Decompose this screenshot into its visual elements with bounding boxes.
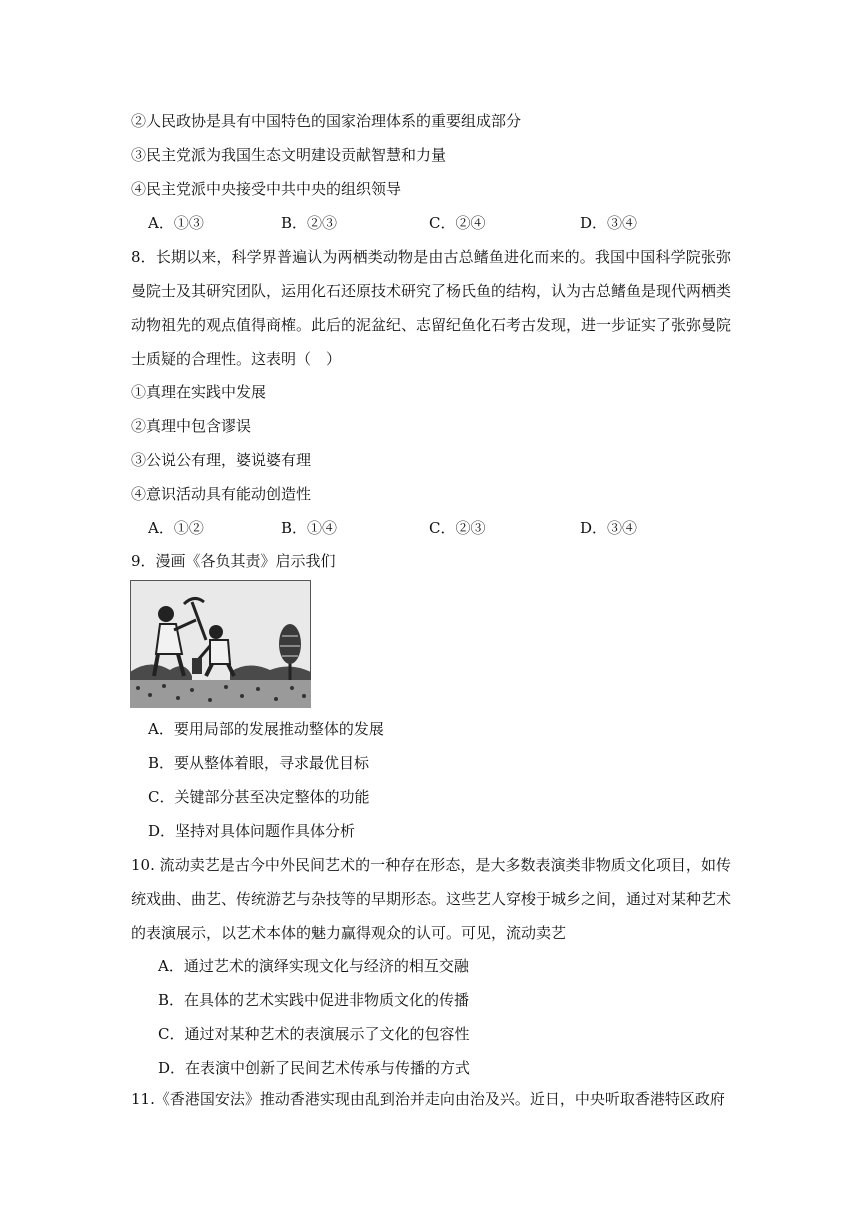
q10-option-c[interactable]: C．通过对某种艺术的表演展示了文化的包容性 xyxy=(158,1025,470,1043)
q9-option-a[interactable]: A．要用局部的发展推动整体的发展 xyxy=(148,720,384,738)
q7-statement-4: ④民主党派中央接受中共中央的组织领导 xyxy=(131,180,402,198)
q7-option-c[interactable]: C．②④ xyxy=(429,214,486,232)
q7-option-b[interactable]: B．②③ xyxy=(281,214,338,232)
q8-option-c[interactable]: C．②③ xyxy=(429,519,486,537)
q9-option-b[interactable]: B．要从整体着眼，寻求最优目标 xyxy=(148,754,370,772)
q10-stem: 10. 流动卖艺是古今中外民间艺术的一种存在形态，是大多数表演类非物质文化项目，如传统戏曲、曲艺、传统游艺与杂技等的早期形态。这些艺人穿梭于城乡之间，通过对某种艺术的表演展示，以艺术本体的魅力赢得观众的认可。可见，流动卖艺 xyxy=(131,856,732,942)
q8-statement-4: ④意识活动具有能动创造性 xyxy=(131,485,312,503)
q10-option-b[interactable]: B．在具体的艺术实践中促进非物质文化的传播 xyxy=(158,991,470,1009)
q7-statement-2: ②人民政协是具有中国特色的国家治理体系的重要组成部分 xyxy=(131,112,522,130)
q9-option-d[interactable]: D．坚持对具体问题作具体分析 xyxy=(148,822,356,840)
q10-option-a[interactable]: A．通过艺术的演绎实现文化与经济的相互交融 xyxy=(158,957,469,975)
q10-option-d[interactable]: D．在表演中创新了民间艺术传承与传播的方式 xyxy=(158,1059,471,1077)
q8-statement-2: ②真理中包含谬误 xyxy=(131,417,252,435)
q7-option-a[interactable]: A．①③ xyxy=(148,214,204,232)
cartoon-image xyxy=(130,580,311,708)
q9-option-c[interactable]: C．关键部分甚至决定整体的功能 xyxy=(148,788,370,806)
q9-stem: 9．漫画《各负其责》启示我们 xyxy=(131,552,336,570)
q11-stem: 11.《香港国安法》推动香港实现由乱到治并走向由治及兴。近日，中央听取香港特区政府 xyxy=(131,1090,725,1108)
q7-options xyxy=(148,213,708,233)
q8-option-a[interactable]: A．①② xyxy=(148,519,204,537)
q7-option-d[interactable]: D．③④ xyxy=(580,214,638,232)
q8-option-b[interactable]: B．①④ xyxy=(281,519,338,537)
q8-stem: 8．长期以来，科学界普遍认为两栖类动物是由古总鳍鱼进化而来的。我国中国科学院张弥曼院士及其研究团队，运用化石还原技术研究了杨氏鱼的结构，认为古总鳍鱼是现代两栖类动物祖先的观点值得商榷。此后的泥盆纪、志留纪鱼化石考古发现，进一步证实了张弥曼院士质疑的合理性。这表明（ ） xyxy=(131,248,732,368)
q7-statement-3: ③民主党派为我国生态文明建设贡献智慧和力量 xyxy=(131,146,447,164)
q8-option-d[interactable]: D．③④ xyxy=(580,519,638,537)
q8-options xyxy=(148,518,708,538)
q8-statement-1: ①真理在实践中发展 xyxy=(131,383,267,401)
q8-statement-3: ③公说公有理，婆说婆有理 xyxy=(131,451,312,469)
